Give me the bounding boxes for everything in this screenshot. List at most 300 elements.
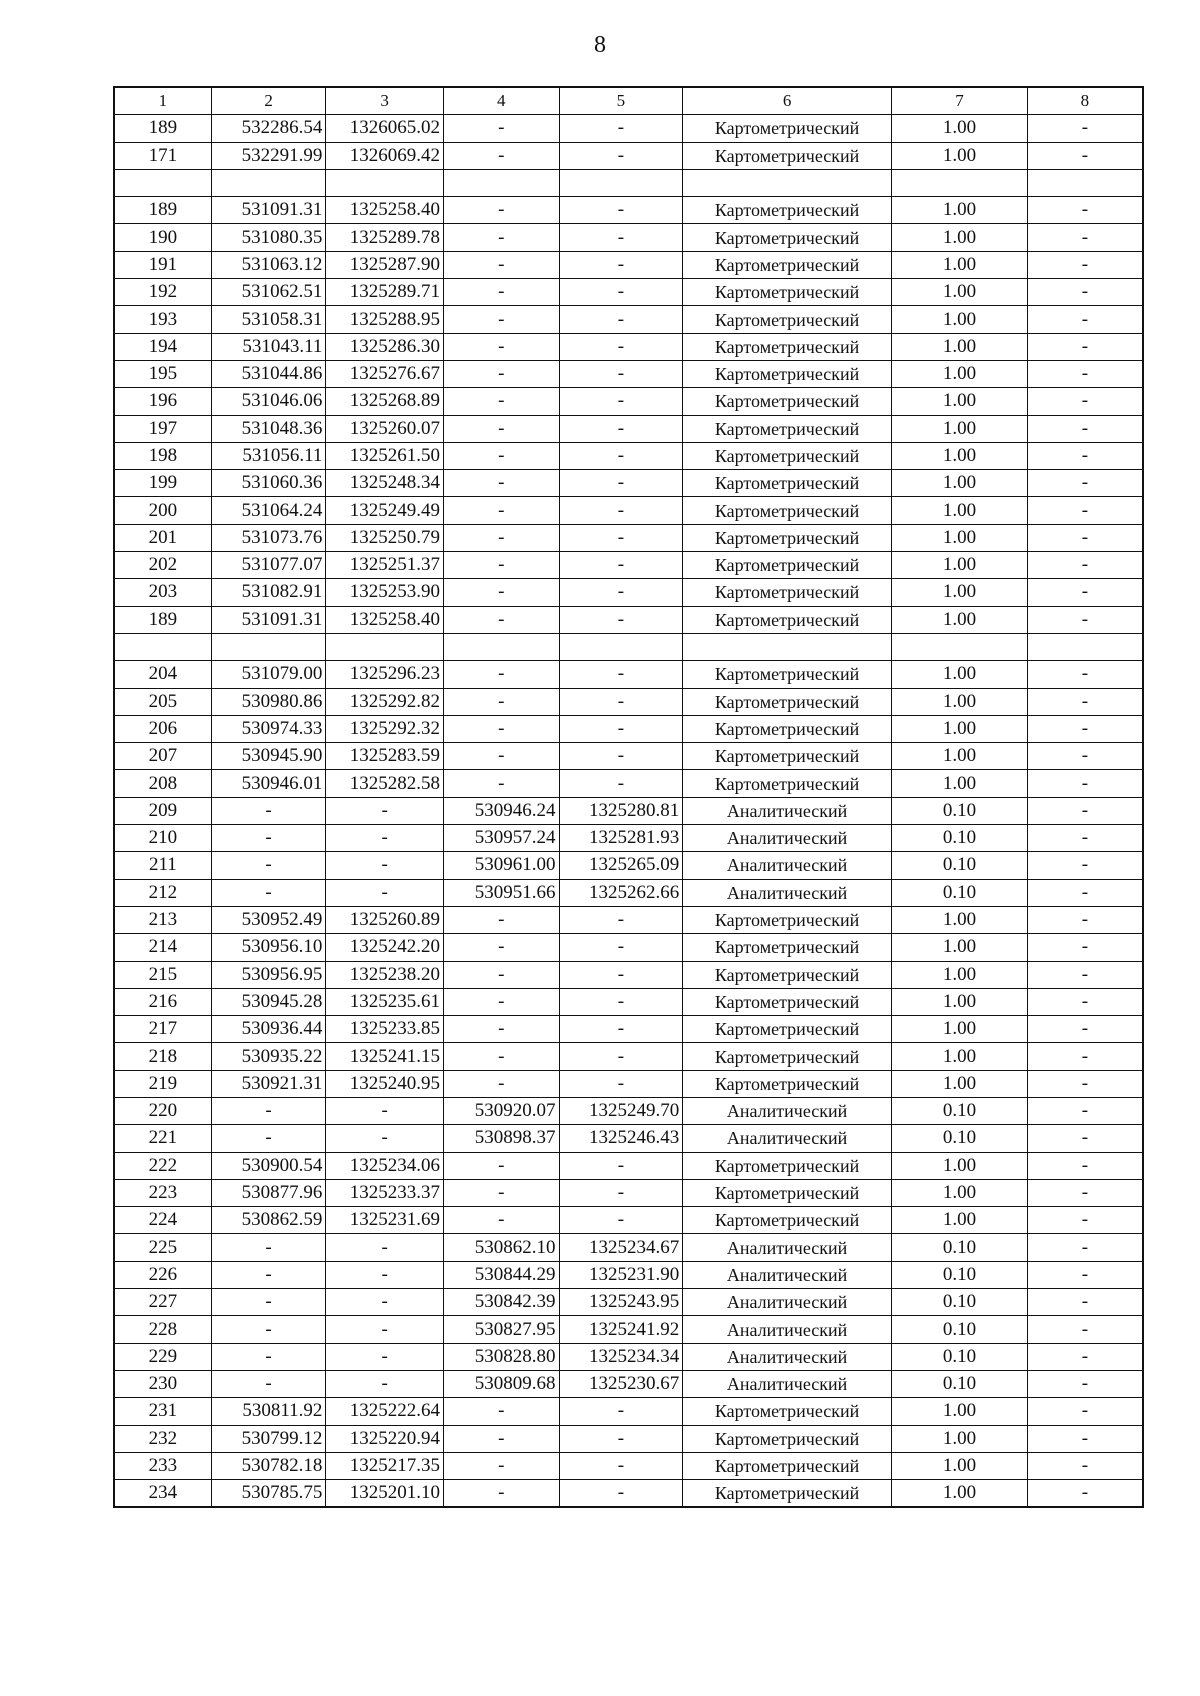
table-row xyxy=(114,1261,1143,1288)
coord-y-cell: 1325260.07 xyxy=(326,415,444,442)
coord-x-cell: 530945.28 xyxy=(211,988,326,1015)
method-cell: Картометрический xyxy=(683,360,892,387)
accuracy-cell: 1.00 xyxy=(892,442,1028,469)
table-row xyxy=(114,1289,1143,1316)
coord-x-new-cell: - xyxy=(443,1452,559,1479)
coord-y-new-cell: - xyxy=(559,497,683,524)
coord-y-new-cell: - xyxy=(559,115,683,142)
coord-y-cell: 1325282.58 xyxy=(326,770,444,797)
coord-x-cell: 531043.11 xyxy=(211,333,326,360)
coord-y-new-cell: - xyxy=(559,279,683,306)
coord-y-new-cell: - xyxy=(559,579,683,606)
coord-y-new-cell: - xyxy=(559,688,683,715)
table-row xyxy=(114,715,1143,742)
coord-y-new-cell xyxy=(559,169,683,196)
table-row xyxy=(114,279,1143,306)
note-cell: - xyxy=(1027,1480,1143,1508)
point-number-cell xyxy=(114,633,211,660)
coord-y-cell: - xyxy=(326,797,444,824)
coord-y-cell: 1325233.85 xyxy=(326,1016,444,1043)
coordinates-table xyxy=(113,86,1144,1508)
coord-y-cell: 1325258.40 xyxy=(326,197,444,224)
table-row xyxy=(114,743,1143,770)
coord-y-new-cell: - xyxy=(559,1152,683,1179)
point-number-cell: 207 xyxy=(114,743,211,770)
accuracy-cell: 1.00 xyxy=(892,333,1028,360)
note-cell: - xyxy=(1027,497,1143,524)
table-row xyxy=(114,306,1143,333)
table-row xyxy=(114,1125,1143,1152)
coord-x-new-cell: - xyxy=(443,1070,559,1097)
coord-x-cell xyxy=(211,633,326,660)
accuracy-cell: 1.00 xyxy=(892,251,1028,278)
point-number-cell: 192 xyxy=(114,279,211,306)
point-number-cell: 228 xyxy=(114,1316,211,1343)
coord-x-new-cell: - xyxy=(443,1207,559,1234)
method-cell: Аналитический xyxy=(683,852,892,879)
method-cell: Картометрический xyxy=(683,388,892,415)
table-row xyxy=(114,442,1143,469)
coord-y-new-cell: - xyxy=(559,934,683,961)
table-body xyxy=(114,87,1143,1507)
note-cell: - xyxy=(1027,360,1143,387)
coord-x-new-cell xyxy=(443,169,559,196)
accuracy-cell: 1.00 xyxy=(892,1452,1028,1479)
accuracy-cell: 1.00 xyxy=(892,470,1028,497)
coord-x-cell: 530935.22 xyxy=(211,1043,326,1070)
point-number-cell xyxy=(114,169,211,196)
coord-x-new-cell: 530828.80 xyxy=(443,1343,559,1370)
coord-x-cell: 531062.51 xyxy=(211,279,326,306)
coord-x-new-cell: 530809.68 xyxy=(443,1370,559,1397)
table-header-row xyxy=(114,87,1143,115)
coord-x-new-cell: - xyxy=(443,1152,559,1179)
coord-y-new-cell: - xyxy=(559,715,683,742)
coord-y-new-cell: - xyxy=(559,251,683,278)
coord-x-cell: 531073.76 xyxy=(211,524,326,551)
coord-x-new-cell: 530961.00 xyxy=(443,852,559,879)
table-row xyxy=(114,879,1143,906)
accuracy-cell: 0.10 xyxy=(892,1289,1028,1316)
coord-y-new-cell: - xyxy=(559,661,683,688)
note-cell: - xyxy=(1027,1316,1143,1343)
method-cell: Картометрический xyxy=(683,251,892,278)
point-number-cell: 216 xyxy=(114,988,211,1015)
coord-y-cell: - xyxy=(326,1316,444,1343)
note-cell: - xyxy=(1027,197,1143,224)
table-row xyxy=(114,606,1143,633)
accuracy-cell: 1.00 xyxy=(892,1480,1028,1508)
coord-x-cell: - xyxy=(211,1370,326,1397)
method-cell: Аналитический xyxy=(683,1261,892,1288)
coord-x-cell: 530811.92 xyxy=(211,1398,326,1425)
table-row xyxy=(114,770,1143,797)
coord-x-new-cell: 530946.24 xyxy=(443,797,559,824)
point-number-cell: 232 xyxy=(114,1425,211,1452)
coord-x-cell: 530785.75 xyxy=(211,1480,326,1508)
coord-x-new-cell: - xyxy=(443,333,559,360)
table-row xyxy=(114,579,1143,606)
coord-x-new-cell: 530920.07 xyxy=(443,1097,559,1124)
coord-x-cell: 531063.12 xyxy=(211,251,326,278)
accuracy-cell: 1.00 xyxy=(892,770,1028,797)
method-cell: Картометрический xyxy=(683,661,892,688)
coord-y-cell: - xyxy=(326,1261,444,1288)
table-row xyxy=(114,1179,1143,1206)
coord-x-new-cell: - xyxy=(443,524,559,551)
coord-x-new-cell: - xyxy=(443,1398,559,1425)
coord-x-cell: - xyxy=(211,1097,326,1124)
coord-x-cell: - xyxy=(211,1234,326,1261)
point-number-cell: 189 xyxy=(114,606,211,633)
note-cell: - xyxy=(1027,115,1143,142)
accuracy-cell: 1.00 xyxy=(892,906,1028,933)
accuracy-cell: 1.00 xyxy=(892,688,1028,715)
coord-y-new-cell: 1325265.09 xyxy=(559,852,683,879)
coord-x-cell: - xyxy=(211,1316,326,1343)
coord-x-new-cell: - xyxy=(443,1425,559,1452)
accuracy-cell: 1.00 xyxy=(892,306,1028,333)
coord-y-cell: 1325242.20 xyxy=(326,934,444,961)
point-number-cell: 200 xyxy=(114,497,211,524)
note-cell: - xyxy=(1027,1070,1143,1097)
coord-y-new-cell: - xyxy=(559,1425,683,1452)
coord-y-new-cell: 1325246.43 xyxy=(559,1125,683,1152)
note-cell: - xyxy=(1027,442,1143,469)
coord-y-cell: 1325235.61 xyxy=(326,988,444,1015)
coord-x-new-cell: - xyxy=(443,552,559,579)
coord-y-new-cell: - xyxy=(559,906,683,933)
method-cell: Картометрический xyxy=(683,1152,892,1179)
coord-x-cell: 531080.35 xyxy=(211,224,326,251)
accuracy-cell: 1.00 xyxy=(892,415,1028,442)
coord-x-new-cell: - xyxy=(443,961,559,988)
coord-y-cell: 1325234.06 xyxy=(326,1152,444,1179)
point-number-cell: 208 xyxy=(114,770,211,797)
coord-y-new-cell: - xyxy=(559,1398,683,1425)
coord-y-new-cell: - xyxy=(559,1179,683,1206)
accuracy-cell: 1.00 xyxy=(892,715,1028,742)
point-number-cell: 206 xyxy=(114,715,211,742)
accuracy-cell: 1.00 xyxy=(892,579,1028,606)
method-cell: Аналитический xyxy=(683,1125,892,1152)
point-number-cell: 209 xyxy=(114,797,211,824)
coord-x-new-cell: - xyxy=(443,988,559,1015)
point-number-cell: 191 xyxy=(114,251,211,278)
coord-y-new-cell: - xyxy=(559,552,683,579)
note-cell: - xyxy=(1027,606,1143,633)
accuracy-cell: 1.00 xyxy=(892,524,1028,551)
coord-x-cell: - xyxy=(211,1125,326,1152)
method-cell: Картометрический xyxy=(683,552,892,579)
note-cell: - xyxy=(1027,224,1143,251)
separator-row xyxy=(114,169,1143,196)
coord-x-cell: 531079.00 xyxy=(211,661,326,688)
method-cell: Аналитический xyxy=(683,797,892,824)
coord-x-new-cell: - xyxy=(443,442,559,469)
accuracy-cell: 0.10 xyxy=(892,825,1028,852)
point-number-cell: 221 xyxy=(114,1125,211,1152)
table-row xyxy=(114,688,1143,715)
method-cell xyxy=(683,169,892,196)
method-cell: Картометрический xyxy=(683,333,892,360)
accuracy-cell: 1.00 xyxy=(892,1043,1028,1070)
coord-y-cell: 1325222.64 xyxy=(326,1398,444,1425)
method-cell: Картометрический xyxy=(683,142,892,169)
method-cell: Картометрический xyxy=(683,115,892,142)
coord-y-new-cell: 1325280.81 xyxy=(559,797,683,824)
note-cell: - xyxy=(1027,825,1143,852)
table-row xyxy=(114,224,1143,251)
coord-x-new-cell: - xyxy=(443,1043,559,1070)
point-number-cell: 215 xyxy=(114,961,211,988)
coord-x-new-cell: - xyxy=(443,306,559,333)
accuracy-cell: 0.10 xyxy=(892,1343,1028,1370)
note-cell: - xyxy=(1027,1043,1143,1070)
point-number-cell: 219 xyxy=(114,1070,211,1097)
accuracy-cell: 1.00 xyxy=(892,224,1028,251)
note-cell: - xyxy=(1027,1343,1143,1370)
point-number-cell: 234 xyxy=(114,1480,211,1508)
point-number-cell: 210 xyxy=(114,825,211,852)
method-cell: Аналитический xyxy=(683,825,892,852)
coord-y-new-cell: - xyxy=(559,1070,683,1097)
table-row xyxy=(114,1043,1143,1070)
note-cell: - xyxy=(1027,715,1143,742)
table-row xyxy=(114,1234,1143,1261)
column-header: 6 xyxy=(683,87,892,115)
accuracy-cell: 0.10 xyxy=(892,1316,1028,1343)
coord-x-new-cell: - xyxy=(443,743,559,770)
coord-y-new-cell: - xyxy=(559,961,683,988)
table-row xyxy=(114,497,1143,524)
point-number-cell: 189 xyxy=(114,197,211,224)
coord-x-cell: 530956.95 xyxy=(211,961,326,988)
coord-x-cell: 530956.10 xyxy=(211,934,326,961)
coord-y-cell: - xyxy=(326,825,444,852)
note-cell: - xyxy=(1027,388,1143,415)
method-cell: Картометрический xyxy=(683,1480,892,1508)
coord-y-cell: - xyxy=(326,852,444,879)
accuracy-cell: 0.10 xyxy=(892,1261,1028,1288)
point-number-cell: 229 xyxy=(114,1343,211,1370)
method-cell: Аналитический xyxy=(683,1097,892,1124)
coord-x-cell: - xyxy=(211,852,326,879)
table-row xyxy=(114,906,1143,933)
method-cell: Картометрический xyxy=(683,1452,892,1479)
column-header: 1 xyxy=(114,87,211,115)
coord-x-cell: 531064.24 xyxy=(211,497,326,524)
accuracy-cell: 1.00 xyxy=(892,1152,1028,1179)
note-cell: - xyxy=(1027,279,1143,306)
table-row xyxy=(114,1370,1143,1397)
note-cell: - xyxy=(1027,1234,1143,1261)
point-number-cell: 227 xyxy=(114,1289,211,1316)
note-cell: - xyxy=(1027,934,1143,961)
point-number-cell: 211 xyxy=(114,852,211,879)
coord-x-new-cell: - xyxy=(443,579,559,606)
coord-y-cell: 1325260.89 xyxy=(326,906,444,933)
accuracy-cell: 1.00 xyxy=(892,497,1028,524)
coord-y-cell: 1325233.37 xyxy=(326,1179,444,1206)
method-cell: Картометрический xyxy=(683,306,892,333)
coord-x-new-cell: 530951.66 xyxy=(443,879,559,906)
note-cell: - xyxy=(1027,1016,1143,1043)
method-cell: Картометрический xyxy=(683,1425,892,1452)
point-number-cell: 226 xyxy=(114,1261,211,1288)
coord-x-new-cell: - xyxy=(443,1480,559,1508)
coord-y-new-cell: - xyxy=(559,1480,683,1508)
coord-y-cell: 1325287.90 xyxy=(326,251,444,278)
method-cell: Картометрический xyxy=(683,497,892,524)
point-number-cell: 193 xyxy=(114,306,211,333)
table-row xyxy=(114,988,1143,1015)
point-number-cell: 189 xyxy=(114,115,211,142)
table-row xyxy=(114,934,1143,961)
coord-y-cell: 1325261.50 xyxy=(326,442,444,469)
coord-x-cell: 531056.11 xyxy=(211,442,326,469)
note-cell: - xyxy=(1027,1289,1143,1316)
note-cell: - xyxy=(1027,333,1143,360)
coord-x-cell: 530782.18 xyxy=(211,1452,326,1479)
coord-x-new-cell: - xyxy=(443,715,559,742)
point-number-cell: 225 xyxy=(114,1234,211,1261)
coord-y-new-cell: - xyxy=(559,197,683,224)
coord-y-new-cell: - xyxy=(559,306,683,333)
coord-y-new-cell: 1325281.93 xyxy=(559,825,683,852)
coord-x-cell: - xyxy=(211,825,326,852)
table-row xyxy=(114,1343,1143,1370)
coord-y-cell: 1325289.78 xyxy=(326,224,444,251)
coord-y-cell: 1325217.35 xyxy=(326,1452,444,1479)
point-number-cell: 194 xyxy=(114,333,211,360)
coord-y-cell: 1325231.69 xyxy=(326,1207,444,1234)
point-number-cell: 196 xyxy=(114,388,211,415)
coord-y-cell: 1325292.32 xyxy=(326,715,444,742)
coord-x-new-cell: - xyxy=(443,770,559,797)
coord-x-new-cell: - xyxy=(443,1016,559,1043)
note-cell: - xyxy=(1027,552,1143,579)
coord-y-new-cell: - xyxy=(559,606,683,633)
note-cell: - xyxy=(1027,1398,1143,1425)
coord-x-cell xyxy=(211,169,326,196)
coord-x-cell: 531077.07 xyxy=(211,552,326,579)
method-cell: Аналитический xyxy=(683,1316,892,1343)
coord-x-cell: - xyxy=(211,1289,326,1316)
point-number-cell: 222 xyxy=(114,1152,211,1179)
table-row xyxy=(114,415,1143,442)
coord-y-new-cell: - xyxy=(559,743,683,770)
coord-x-new-cell: - xyxy=(443,115,559,142)
coord-x-cell: 530799.12 xyxy=(211,1425,326,1452)
method-cell: Аналитический xyxy=(683,1234,892,1261)
separator-row xyxy=(114,633,1143,660)
coord-y-cell: - xyxy=(326,1289,444,1316)
coord-y-cell: 1326069.42 xyxy=(326,142,444,169)
table-row xyxy=(114,1097,1143,1124)
point-number-cell: 195 xyxy=(114,360,211,387)
coord-y-cell: 1325253.90 xyxy=(326,579,444,606)
coord-x-cell: 531091.31 xyxy=(211,606,326,633)
coord-y-cell: 1325249.49 xyxy=(326,497,444,524)
accuracy-cell: 1.00 xyxy=(892,1398,1028,1425)
coord-y-cell: 1325268.89 xyxy=(326,388,444,415)
method-cell: Картометрический xyxy=(683,906,892,933)
table-row xyxy=(114,1152,1143,1179)
coord-y-new-cell: - xyxy=(559,442,683,469)
accuracy-cell: 1.00 xyxy=(892,988,1028,1015)
coord-y-cell: 1325288.95 xyxy=(326,306,444,333)
coord-x-cell: 531060.36 xyxy=(211,470,326,497)
method-cell: Картометрический xyxy=(683,470,892,497)
column-header: 4 xyxy=(443,87,559,115)
point-number-cell: 201 xyxy=(114,524,211,551)
note-cell: - xyxy=(1027,1261,1143,1288)
table-row xyxy=(114,1070,1143,1097)
coord-y-cell: 1326065.02 xyxy=(326,115,444,142)
coord-x-cell: 531082.91 xyxy=(211,579,326,606)
coord-y-new-cell: 1325241.92 xyxy=(559,1316,683,1343)
coord-x-new-cell: 530844.29 xyxy=(443,1261,559,1288)
coord-x-new-cell: - xyxy=(443,197,559,224)
method-cell: Картометрический xyxy=(683,224,892,251)
table-row xyxy=(114,1452,1143,1479)
point-number-cell: 220 xyxy=(114,1097,211,1124)
method-cell: Картометрический xyxy=(683,1179,892,1206)
table-row xyxy=(114,797,1143,824)
note-cell: - xyxy=(1027,879,1143,906)
coord-x-cell: 531048.36 xyxy=(211,415,326,442)
method-cell: Картометрический xyxy=(683,279,892,306)
point-number-cell: 171 xyxy=(114,142,211,169)
coord-y-cell: 1325220.94 xyxy=(326,1425,444,1452)
note-cell: - xyxy=(1027,524,1143,551)
method-cell: Аналитический xyxy=(683,879,892,906)
table-row xyxy=(114,251,1143,278)
coord-x-cell: 532291.99 xyxy=(211,142,326,169)
coord-y-cell: 1325241.15 xyxy=(326,1043,444,1070)
note-cell: - xyxy=(1027,1179,1143,1206)
note-cell: - xyxy=(1027,1207,1143,1234)
point-number-cell: 223 xyxy=(114,1179,211,1206)
coord-y-cell: 1325240.95 xyxy=(326,1070,444,1097)
accuracy-cell: 1.00 xyxy=(892,934,1028,961)
note-cell: - xyxy=(1027,415,1143,442)
note-cell: - xyxy=(1027,1152,1143,1179)
table-row xyxy=(114,142,1143,169)
note-cell: - xyxy=(1027,988,1143,1015)
coord-y-cell: 1325251.37 xyxy=(326,552,444,579)
column-header: 3 xyxy=(326,87,444,115)
table-row xyxy=(114,115,1143,142)
accuracy-cell: 1.00 xyxy=(892,1016,1028,1043)
coord-x-cell: 530980.86 xyxy=(211,688,326,715)
coord-x-new-cell: - xyxy=(443,470,559,497)
point-number-cell: 218 xyxy=(114,1043,211,1070)
coord-y-cell: 1325292.82 xyxy=(326,688,444,715)
coord-y-cell xyxy=(326,169,444,196)
method-cell: Картометрический xyxy=(683,1016,892,1043)
coord-y-cell: 1325286.30 xyxy=(326,333,444,360)
point-number-cell: 231 xyxy=(114,1398,211,1425)
coord-y-new-cell: - xyxy=(559,1452,683,1479)
coord-y-new-cell: 1325243.95 xyxy=(559,1289,683,1316)
table-row xyxy=(114,333,1143,360)
coord-y-new-cell: - xyxy=(559,142,683,169)
coord-x-new-cell: - xyxy=(443,251,559,278)
coord-x-new-cell: - xyxy=(443,142,559,169)
accuracy-cell: 1.00 xyxy=(892,115,1028,142)
